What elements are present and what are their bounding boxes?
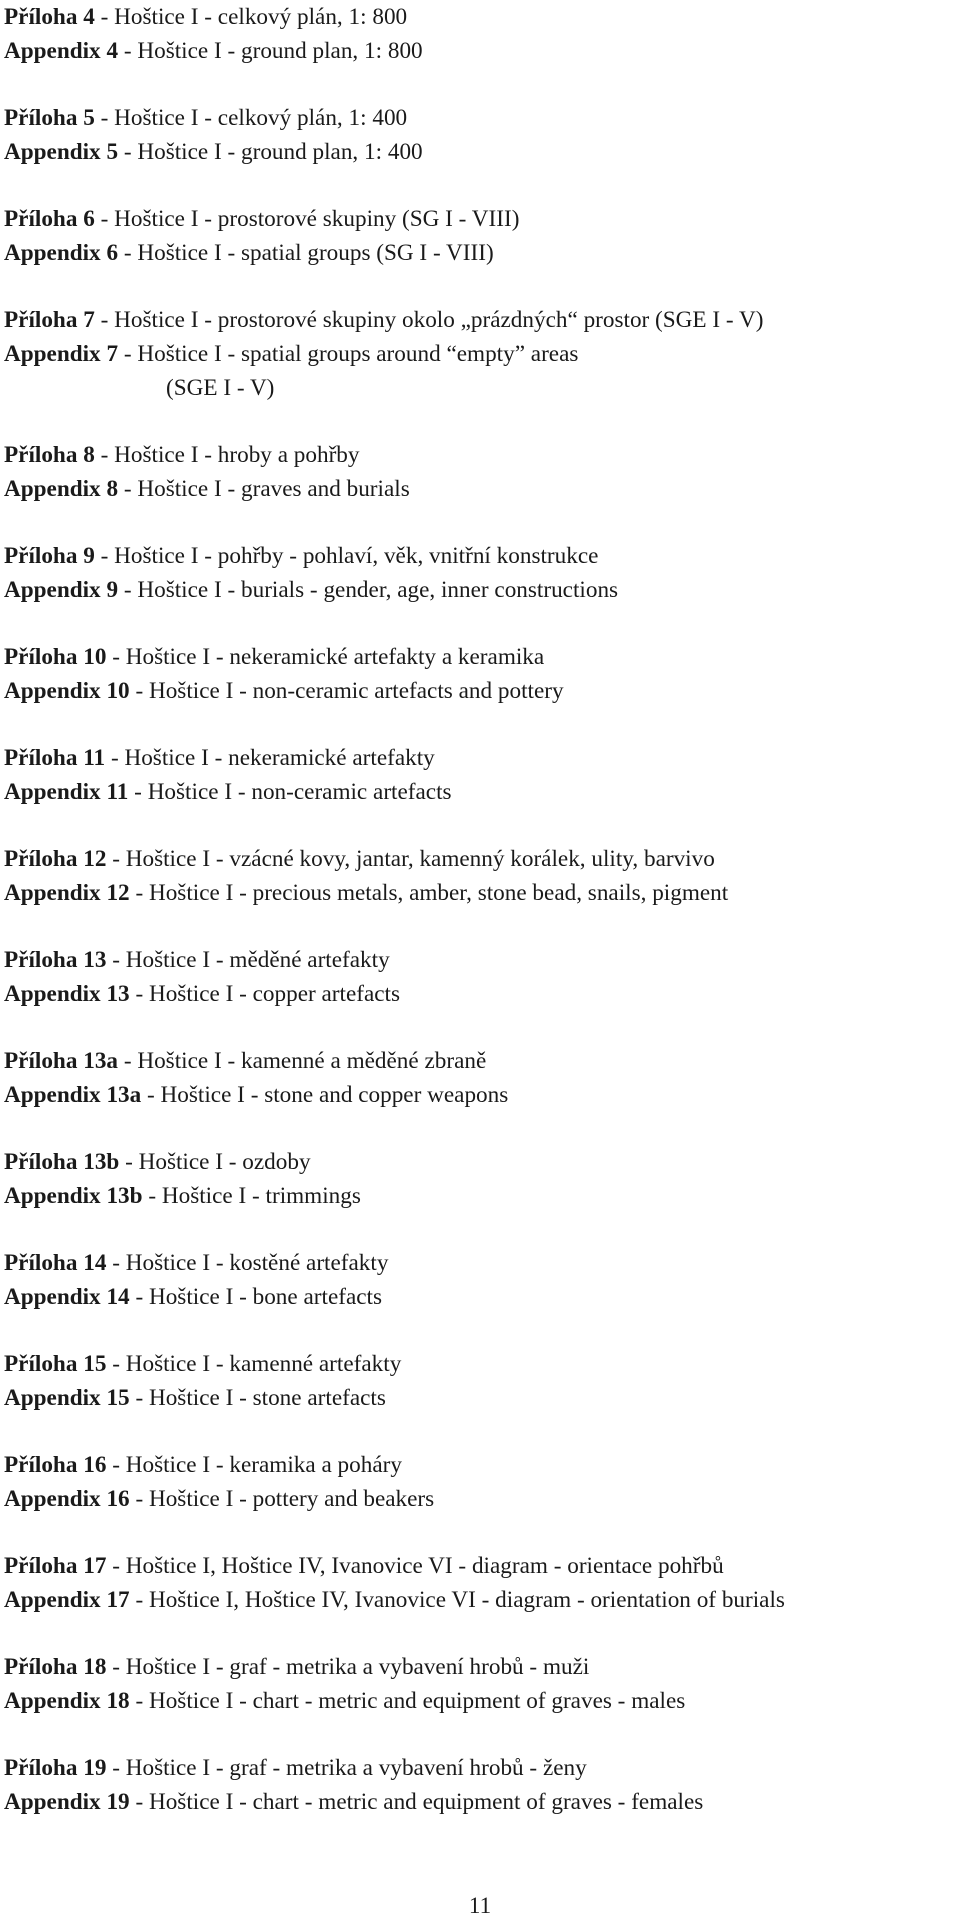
czech-label: Příloha 13 [4, 947, 107, 973]
english-text: - Hoštice I - burials - gender, age, inner constructions [118, 577, 619, 603]
english-text: - Hoštice I - pottery and beakers [129, 1486, 435, 1512]
english-text: - Hoštice I - ground plan, 1: 400 [118, 139, 423, 165]
czech-text: - Hoštice I - prostorové skupiny (SG I - VIII) [94, 206, 520, 232]
list-item [4, 741, 956, 809]
list-item [4, 1650, 956, 1718]
czech-text: - Hoštice I - vzácné kovy, jantar, kamenný korálek, ulity, barvivo [106, 846, 715, 872]
czech-label: Příloha 5 [4, 105, 95, 131]
english-text: - Hoštice I - trimmings [142, 1183, 361, 1209]
czech-text: - Hoštice I - prostorové skupiny okolo „prázdných“ prostor (SGE I - V) [94, 307, 764, 333]
english-line [4, 135, 956, 169]
english-label: Appendix 4 [4, 38, 119, 64]
czech-line [4, 1549, 956, 1583]
czech-line [4, 1448, 956, 1482]
english-label: Appendix 8 [4, 476, 119, 502]
english-text: - Hoštice I - ground plan, 1: 800 [118, 38, 423, 64]
english-label: Appendix 7 [4, 341, 119, 367]
english-line [4, 573, 956, 607]
czech-label: Příloha 15 [4, 1351, 107, 1377]
czech-line [4, 101, 956, 135]
english-label: Appendix 5 [4, 139, 119, 165]
list-item [4, 202, 956, 270]
english-line [4, 1280, 956, 1314]
english-label: Appendix 10 [4, 678, 130, 704]
list-item [4, 0, 956, 68]
list-item [4, 303, 956, 405]
english-line [4, 674, 956, 708]
english-text: - Hoštice I - copper artefacts [129, 981, 401, 1007]
list-item [4, 1751, 956, 1819]
czech-text: - Hoštice I - hroby a pohřby [94, 442, 360, 468]
list-item [4, 640, 956, 708]
english-line [4, 1179, 956, 1213]
english-text: - Hoštice I - spatial groups (SG I - VIII) [118, 240, 494, 266]
list-item [4, 539, 956, 607]
czech-text: - Hoštice I - graf - metrika a vybavení hrobů - muži [106, 1654, 590, 1680]
english-label: Appendix 12 [4, 880, 130, 906]
english-line [4, 1583, 956, 1617]
czech-text: - Hoštice I - měděné artefakty [106, 947, 390, 973]
list-item [4, 842, 956, 910]
english-text: - Hoštice I - graves and burials [118, 476, 410, 502]
czech-label: Příloha 9 [4, 543, 95, 569]
english-line [4, 1078, 956, 1112]
czech-text: - Hoštice I - kostěné artefakty [106, 1250, 389, 1276]
english-line [4, 1381, 956, 1415]
english-label: Appendix 13a [4, 1082, 142, 1108]
czech-text: - Hoštice I - keramika a poháry [106, 1452, 402, 1478]
czech-label: Příloha 8 [4, 442, 95, 468]
czech-line [4, 943, 956, 977]
english-text: - Hoštice I - bone artefacts [129, 1284, 383, 1310]
list-item [4, 943, 956, 1011]
list-item [4, 101, 956, 169]
czech-label: Příloha 13b [4, 1149, 120, 1175]
english-line [4, 977, 956, 1011]
english-continuation: (SGE I - V) [166, 375, 275, 401]
english-text: - Hoštice I - non-ceramic artefacts and pottery [129, 678, 564, 704]
czech-line [4, 1751, 956, 1785]
english-label: Appendix 18 [4, 1688, 130, 1714]
czech-text: - Hoštice I - celkový plán, 1: 400 [94, 105, 408, 131]
czech-text: - Hoštice I - nekeramické artefakty a keramika [106, 644, 545, 670]
czech-line [4, 202, 956, 236]
czech-label: Příloha 17 [4, 1553, 107, 1579]
czech-line [4, 0, 956, 34]
english-label: Appendix 15 [4, 1385, 130, 1411]
list-item [4, 438, 956, 506]
czech-line [4, 1044, 956, 1078]
english-line [4, 775, 956, 809]
czech-text: - Hoštice I - kamenné a měděné zbraně [118, 1048, 487, 1074]
english-text: - Hoštice I - stone artefacts [129, 1385, 386, 1411]
czech-text: - Hoštice I - pohřby - pohlaví, věk, vnitřní konstrukce [94, 543, 599, 569]
english-text: - Hoštice I, Hoštice IV, Ivanovice VI - diagram - orientation of burials [129, 1587, 785, 1613]
english-label: Appendix 19 [4, 1789, 130, 1815]
english-label: Appendix 11 [4, 779, 129, 805]
english-line [4, 34, 956, 68]
czech-label: Příloha 4 [4, 4, 95, 30]
czech-label: Příloha 11 [4, 745, 106, 771]
czech-line [4, 842, 956, 876]
english-text: - Hoštice I - stone and copper weapons [141, 1082, 509, 1108]
czech-text: - Hoštice I - graf - metrika a vybavení hrobů - ženy [106, 1755, 587, 1781]
english-label: Appendix 13b [4, 1183, 143, 1209]
czech-line [4, 1145, 956, 1179]
czech-label: Příloha 18 [4, 1654, 107, 1680]
list-item [4, 1044, 956, 1112]
english-line [4, 472, 956, 506]
english-text: - Hoštice I - chart - metric and equipment of graves - females [129, 1789, 704, 1815]
czech-line [4, 1347, 956, 1381]
english-line [4, 1482, 956, 1516]
english-text: - Hoštice I - chart - metric and equipment of graves - males [129, 1688, 686, 1714]
english-label: Appendix 9 [4, 577, 119, 603]
czech-label: Příloha 10 [4, 644, 107, 670]
english-text: - Hoštice I - precious metals, amber, stone bead, snails, pigment [129, 880, 729, 906]
czech-line [4, 741, 956, 775]
czech-text: - Hoštice I - celkový plán, 1: 800 [94, 4, 408, 30]
czech-text: - Hoštice I, Hoštice IV, Ivanovice VI - diagram - orientace pohřbů [106, 1553, 724, 1579]
czech-label: Příloha 7 [4, 307, 95, 333]
list-item [4, 1145, 956, 1213]
english-line [4, 236, 956, 270]
english-label: Appendix 13 [4, 981, 130, 1007]
czech-label: Příloha 6 [4, 206, 95, 232]
english-line [4, 337, 956, 371]
list-item [4, 1448, 956, 1516]
english-label: Appendix 17 [4, 1587, 130, 1613]
english-label: Appendix 16 [4, 1486, 130, 1512]
english-line [4, 1684, 956, 1718]
czech-line [4, 1650, 956, 1684]
czech-label: Příloha 19 [4, 1755, 107, 1781]
list-item [4, 1347, 956, 1415]
czech-line [4, 1246, 956, 1280]
czech-text: - Hoštice I - nekeramické artefakty [105, 745, 435, 771]
document-page [4, 0, 956, 1920]
page-number: 11 [468, 1893, 492, 1918]
czech-line [4, 640, 956, 674]
czech-line [4, 303, 956, 337]
czech-label: Příloha 12 [4, 846, 107, 872]
czech-text: - Hoštice I - kamenné artefakty [106, 1351, 402, 1377]
czech-label: Příloha 14 [4, 1250, 107, 1276]
czech-text: - Hoštice I - ozdoby [119, 1149, 311, 1175]
english-text: - Hoštice I - spatial groups around “empty” areas [118, 341, 579, 367]
list-item [4, 1246, 956, 1314]
english-line [4, 876, 956, 910]
czech-label: Příloha 13a [4, 1048, 119, 1074]
english-label: Appendix 6 [4, 240, 119, 266]
english-line [4, 1785, 956, 1819]
czech-line [4, 438, 956, 472]
english-label: Appendix 14 [4, 1284, 130, 1310]
czech-label: Příloha 16 [4, 1452, 107, 1478]
czech-line [4, 539, 956, 573]
list-item [4, 1549, 956, 1617]
english-text: - Hoštice I - non-ceramic artefacts [128, 779, 452, 805]
